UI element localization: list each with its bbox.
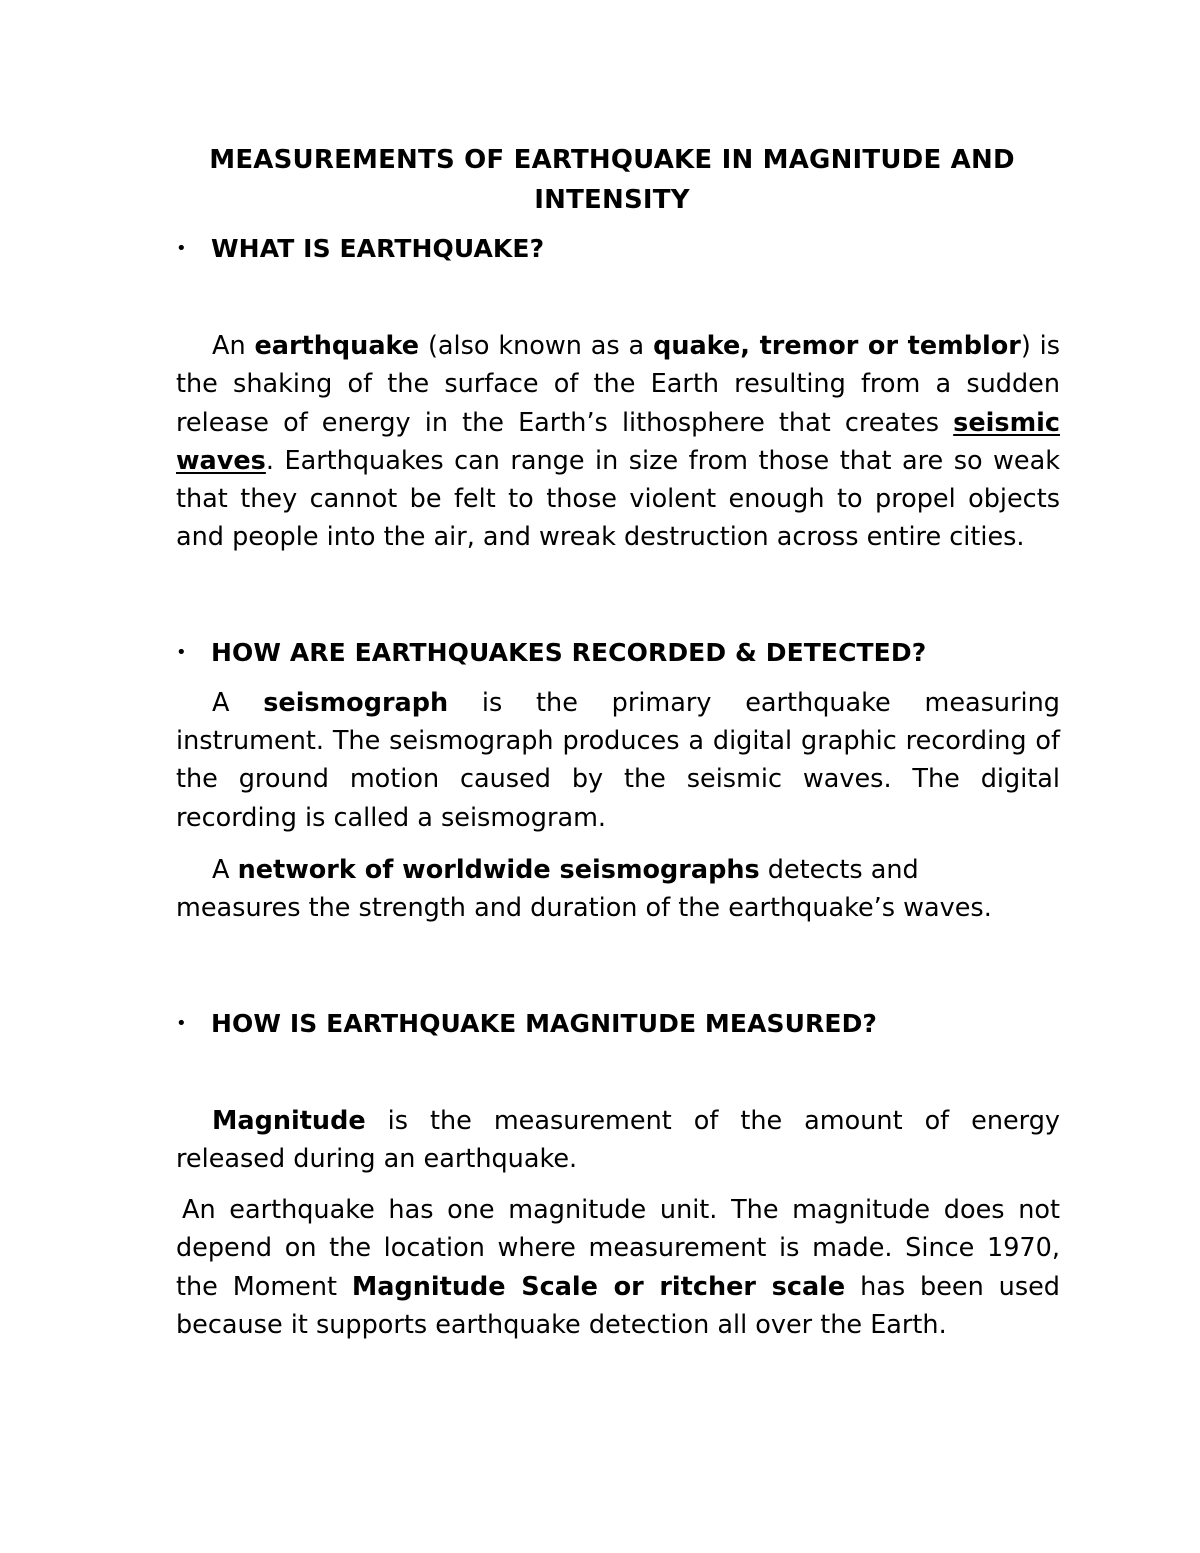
text: An earthquake has one magnitude unit. The magnitude does not depend on the location where measurement is made. Since 1970, the Moment [176, 1195, 1060, 1302]
text: . Earthquakes can range in size from those that are so weak that they cannot be felt to those violent enough to propel objects and people into the air, and wreak destruction across entire cities. [176, 445, 1060, 553]
section-heading [176, 230, 1060, 268]
seismic-waves-link[interactable]: seismic waves [176, 407, 1060, 476]
bullet-icon: • [176, 1012, 187, 1034]
text: A [212, 854, 238, 885]
bullet-icon: • [176, 238, 187, 259]
bold-term: Magnitude [212, 1105, 366, 1136]
text: has been used because it supports earthquake detection all over the Earth. [176, 1271, 1060, 1341]
section-heading [176, 634, 1060, 672]
bold-term: network of worldwide seismographs [237, 854, 760, 885]
paragraph-network [176, 851, 1060, 928]
paragraph-magnitude-definition [176, 1102, 1060, 1179]
document-page [176, 140, 1060, 1344]
paragraph-seismograph [176, 684, 1060, 837]
section-recorded-detected [176, 634, 1060, 928]
text: detects and [759, 854, 919, 885]
bold-term: earthquake [254, 331, 420, 361]
text: A [212, 687, 264, 718]
paragraph-magnitude-scale [176, 1191, 1060, 1344]
bullet-icon: • [176, 641, 187, 663]
section-magnitude-measured [176, 1005, 1060, 1345]
bold-term: quake, tremor or temblor [653, 331, 1021, 361]
section-what-is-earthquake [176, 230, 1060, 557]
text: (also known as a [419, 331, 654, 361]
paragraph-earthquake-definition [176, 327, 1060, 557]
text: is the measurement of the amount of energy released during an earthquake. [176, 1105, 1060, 1174]
text: ) is the shaking of the surface of the Earth resulting from a sudden release of energy in the Earth’s lithosphere that creates [176, 331, 1060, 438]
heading-text: HOW IS EARTHQUAKE MAGNITUDE MEASURED? [211, 1008, 878, 1038]
text: is the primary earthquake measuring instrument. The seismograph produces a digital graphic recording of the ground motion caused by the seismic waves. The digital recording is called a seismogram. [176, 687, 1060, 833]
bold-term: Magnitude Scale or ritcher scale [351, 1271, 846, 1302]
section-heading [176, 1005, 1060, 1043]
text: measures the strength and duration of the earthquake’s waves. [176, 893, 992, 924]
heading-text: HOW ARE EARTHQUAKES RECORDED & DETECTED? [211, 637, 927, 667]
text: An [212, 331, 255, 361]
heading-text: WHAT IS EARTHQUAKE? [211, 234, 545, 263]
bold-term: seismograph [263, 687, 449, 718]
document-title: MEASUREMENTS OF EARTHQUAKE IN MAGNITUDE AND INTENSITY [209, 145, 1015, 215]
